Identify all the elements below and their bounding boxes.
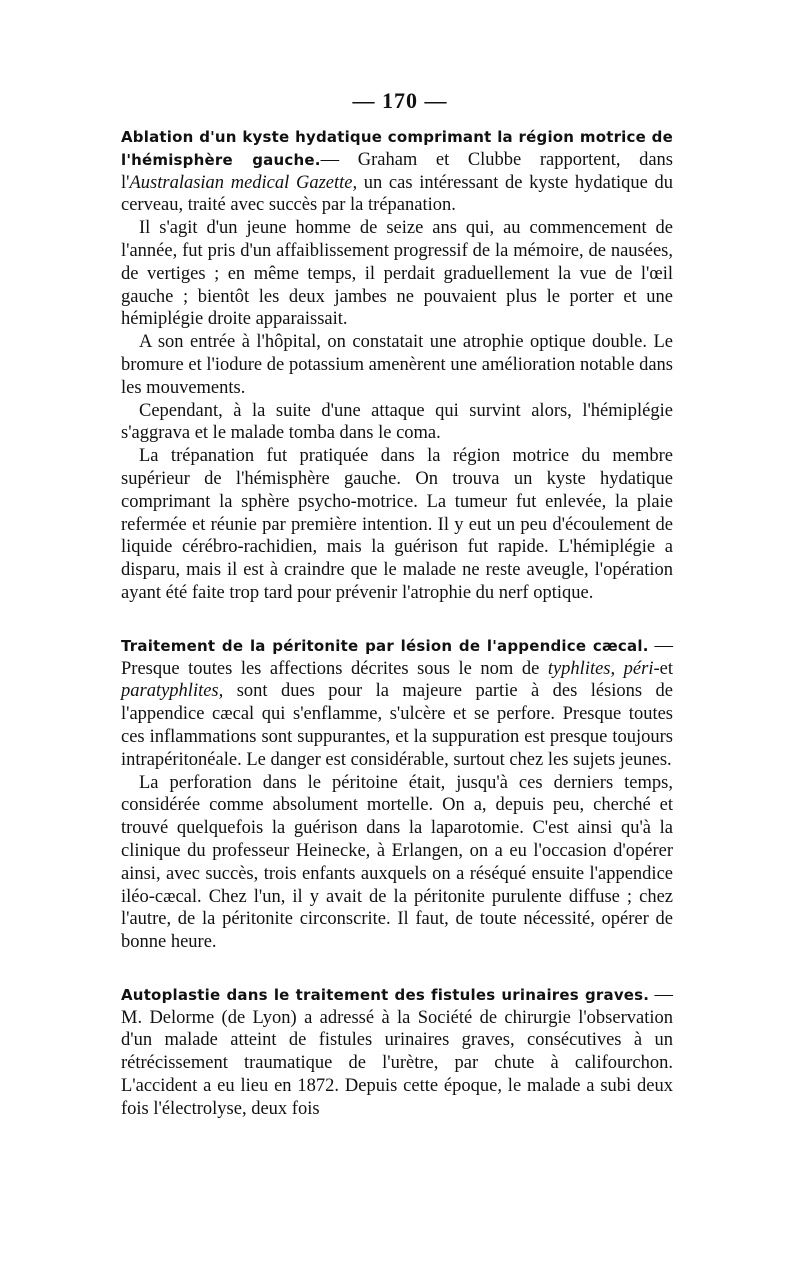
paragraph: La perforation dans le péritoine était, jusqu'à ces derniers temps, considérée comme absolument mortelle. On a, depuis peu, cherché et trouvé quelquefois la guérison dans la laparotomie. C'est ainsi qu'à la clinique du professeur Heinecke, à Erlangen, on a eu l'occasion d'opérer ainsi, avec succès, trois enfants auxquels on a réséqué ensuite l'appendice iléo-cæcal. Chez l'un, il y avait de la péritonite purulente diffuse ; chez l'autre, de la péritonite circonscrite. Il faut, de toute nécessité, opérer de bonne heure. (121, 772, 673, 953)
journal-title: Australasian medical Gazette, (129, 172, 358, 193)
paragraph (121, 126, 673, 217)
section-title: Traitement de la péritonite par lésion de l'appendice cæcal. (121, 636, 649, 655)
section-title: Autoplastie dans le traitement des fistules urinaires graves. (121, 985, 650, 1004)
paragraph: Cependant, à la suite d'une attaque qui survint alors, l'hémiplégie s'aggrava et le malade tomba dans le coma. (121, 400, 673, 444)
paragraph: Il s'agit d'un jeune homme de seize ans qui, au commencement de l'année, fut pris d'un affaiblissement progressif de la mémoire, de nausées, de vertiges ; en même temps, il perdait graduellement la vue de l'œil gauche ; bientôt les deux jambes ne pouvaient plus le porter et une hémiplégie droite apparaissait. (121, 218, 673, 330)
paragraph-text: — Graham et Clubbe rapportent, dans l' (121, 149, 674, 193)
paragraph: La trépanation fut pratiquée dans la région motrice du membre supérieur de l'hémisphère gauche. On trouva un kyste hydatique comprimant la sphère psycho-motrice. La tumeur fut enlevée, la plaie refermée et réunie par première intention. Il y eut un peu d'écoulement de liquide cérébro-rachidien, mais la guérison fut rapide. L'hémiplégie a disparu, mais il est à craindre que le malade ne reste aveugle, l'opération ayant été faite trop tard pour prévenir l'atrophie du nerf optique. (121, 446, 673, 603)
paragraph-text: sont dues pour la majeure partie à des lésions de l'appendice cæcal qui s'enflamme, s'ulcère et se perfore. Presque toutes ces inflammations sont suppurantes, et la suppuration est presque toujours intrapéritonéale. Le danger est considérable, surtout chez les sujets jeunes. (121, 681, 673, 770)
section-title: Ablation d'un kyste hydatique comprimant la région motrice de l'hémisphère gauche. (121, 128, 673, 169)
paragraph (121, 635, 673, 772)
paragraph (121, 984, 673, 1121)
paragraph-text: — Presque toutes les affections décrites sous le nom de (121, 635, 673, 679)
paragraph-text: — M. Delorme (de Lyon) a adressé à la Société de chirurgie l'observation d'un malade atteint de fistules urinaires graves, consécutives à un rétrécissement traumatique de l'urètre, par chute à califourchon. L'accident a eu lieu en 1872. Depuis cette époque, le malade a subi deux fois l'électrolyse, deux fois (121, 984, 674, 1119)
paragraph-text: et (659, 658, 673, 679)
paragraph-text: un cas intéressant de kyste hydatique du cerveau, traité avec succès par la trépanation. (121, 172, 673, 216)
section-peritonite (121, 635, 673, 954)
page-number: — 170 — (352, 88, 448, 113)
section-kyste-hydatique (121, 126, 673, 605)
page-body (121, 126, 673, 1151)
italic-term: typhlites, péri- (547, 658, 660, 679)
section-autoplastie (121, 984, 673, 1121)
paragraph: A son entrée à l'hôpital, on constatait une atrophie optique double. Le bromure et l'iodure de potassium amenèrent une amélioration notable dans les mouvements. (121, 332, 673, 398)
italic-term: paratyphlites, (121, 681, 224, 702)
